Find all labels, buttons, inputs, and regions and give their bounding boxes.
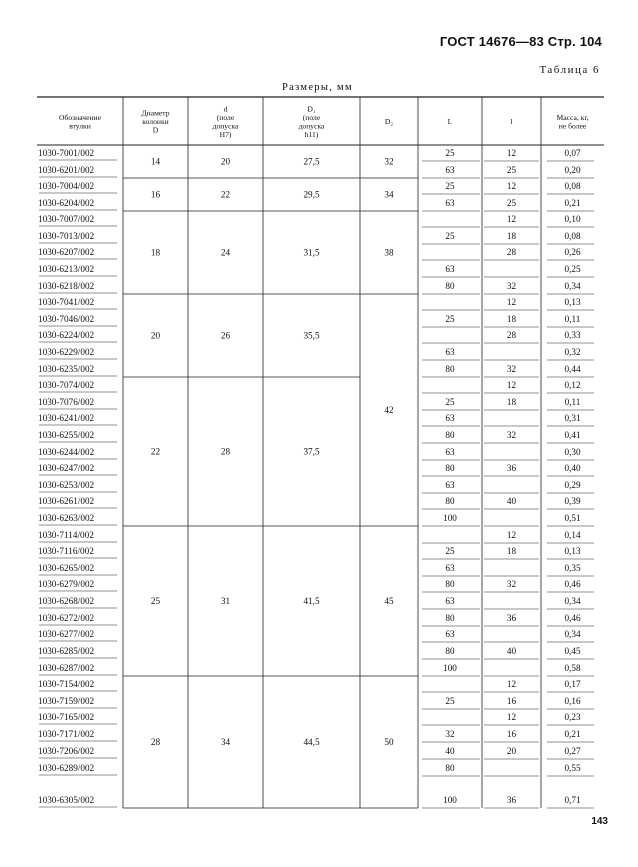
bushing-code: 1030-7114/002 — [38, 530, 94, 540]
mass-value: 0,07 — [564, 148, 581, 158]
length-l: 40 — [506, 496, 517, 506]
bushing-code: 1030-6235/002 — [38, 364, 95, 374]
length-l: 12 — [506, 181, 517, 191]
length-L: 40 — [445, 746, 455, 756]
length-l: 40 — [506, 646, 517, 656]
length-l: 12 — [506, 297, 517, 307]
mass-value: 0,20 — [564, 165, 581, 175]
diameter-D1: 27,5 — [303, 156, 320, 167]
length-l: 18 — [506, 546, 517, 556]
column-header-line: h11) — [304, 129, 319, 139]
mass-value: 0,41 — [564, 430, 581, 440]
bushing-code: 1030-6247/002 — [38, 463, 95, 473]
column-diameter-D: 20 — [150, 330, 161, 341]
diameter-d: 22 — [220, 189, 231, 200]
length-l: 18 — [506, 314, 517, 324]
diameter-D1: 29,5 — [303, 189, 320, 200]
column-header-line: D₁ — [307, 104, 316, 114]
page-reference: Стр. 104 — [547, 34, 602, 49]
length-L: 63 — [445, 480, 455, 490]
mass-value: 0,25 — [564, 264, 581, 274]
length-L: 63 — [445, 629, 455, 639]
mass-value: 0,45 — [564, 646, 581, 656]
length-l: 36 — [506, 613, 517, 623]
diameter-D1: 37,5 — [303, 446, 320, 457]
diameter-d: 20 — [220, 156, 231, 167]
mass-value: 0,51 — [564, 513, 581, 523]
column-header-line: D₂ — [384, 117, 394, 126]
mass-value: 0,29 — [564, 480, 581, 490]
mass-value: 0,34 — [564, 629, 581, 639]
bushing-code: 1030-7206/002 — [38, 746, 95, 756]
length-L: 80 — [445, 763, 455, 773]
diameter-D2: 42 — [384, 405, 394, 415]
diameter-D1: 35,5 — [303, 330, 320, 341]
length-L: 32 — [445, 729, 455, 739]
column-header-line: не более — [558, 121, 587, 131]
diameter-D1: 31,5 — [303, 247, 320, 258]
table-label: Таблица 6 — [539, 64, 600, 76]
length-l: 32 — [506, 281, 517, 291]
mass-value: 0,44 — [564, 364, 581, 374]
length-L: 63 — [445, 347, 455, 357]
length-l: 25 — [506, 165, 517, 175]
length-L: 80 — [445, 364, 455, 374]
length-L: 63 — [445, 596, 455, 606]
length-l: 12 — [506, 214, 517, 224]
mass-value: 0,71 — [564, 795, 581, 805]
length-l: 18 — [506, 397, 517, 407]
length-l: 12 — [506, 530, 517, 540]
length-l: 36 — [506, 463, 517, 473]
column-header-line: (поле — [302, 112, 321, 122]
length-l: 32 — [506, 364, 517, 374]
length-L: 80 — [445, 579, 455, 589]
column-header-line: d — [223, 104, 228, 114]
bushing-code: 1030-6201/002 — [38, 165, 95, 175]
length-L: 100 — [443, 795, 457, 805]
column-diameter-D: 28 — [150, 737, 161, 747]
bushing-code: 1030-6229/002 — [38, 347, 95, 357]
length-L: 100 — [443, 513, 457, 523]
bushing-code: 1030-6277/002 — [38, 629, 95, 639]
bushing-code: 1030-7154/002 — [38, 679, 95, 689]
diameter-D2: 38 — [384, 247, 394, 258]
length-L: 80 — [445, 646, 455, 656]
length-l: 12 — [506, 380, 517, 390]
length-l: 32 — [506, 430, 517, 440]
length-l: 16 — [506, 729, 517, 739]
length-L: 25 — [445, 546, 455, 556]
mass-value: 0,23 — [564, 712, 581, 722]
mass-value: 0,46 — [564, 613, 581, 623]
mass-value: 0,16 — [564, 696, 581, 706]
mass-value: 0,30 — [564, 447, 581, 457]
bushing-code: 1030-6224/002 — [38, 330, 95, 340]
length-l: 36 — [506, 795, 517, 805]
bushing-code: 1030-7004/002 — [38, 181, 95, 191]
bushing-code: 1030-6305/002 — [38, 795, 95, 805]
length-L: 63 — [445, 264, 455, 274]
length-l: 28 — [506, 247, 517, 257]
mass-value: 0,31 — [564, 413, 581, 423]
length-L: 63 — [445, 413, 455, 423]
length-l: 16 — [506, 696, 517, 706]
bushing-code: 1030-6272/002 — [38, 613, 95, 623]
length-L: 25 — [445, 314, 455, 324]
length-l: 12 — [506, 679, 517, 689]
column-header-line: l — [510, 117, 513, 126]
units-label: Размеры, мм — [282, 82, 353, 93]
diameter-d: 24 — [220, 247, 231, 258]
bushing-code: 1030-6207/002 — [38, 247, 95, 257]
bushing-code: 1030-6263/002 — [38, 513, 95, 523]
length-l: 28 — [506, 330, 517, 340]
length-L: 25 — [445, 231, 455, 241]
bushing-code: 1030-7001/002 — [38, 148, 95, 158]
column-header-line: допуска — [212, 121, 239, 131]
column-diameter-D: 16 — [150, 189, 161, 200]
bushing-code: 1030-6265/002 — [38, 563, 95, 573]
length-L: 25 — [445, 397, 455, 407]
diameter-D2: 50 — [384, 737, 394, 747]
length-l: 18 — [506, 231, 517, 241]
bushing-code: 1030-7171/002 — [38, 729, 95, 739]
mass-value: 0,08 — [564, 181, 581, 191]
mass-value: 0,17 — [564, 679, 581, 689]
page-number: 143 — [591, 816, 608, 827]
diameter-D1: 44,5 — [303, 737, 320, 747]
bushing-code: 1030-7041/002 — [38, 297, 95, 307]
bushing-code: 1030-6289/002 — [38, 763, 95, 773]
diameter-D1: 41,5 — [303, 596, 320, 606]
column-header-line: допуска — [298, 121, 325, 131]
column-diameter-D: 25 — [150, 596, 161, 606]
bushing-code: 1030-6218/002 — [38, 281, 95, 291]
mass-value: 0,14 — [564, 530, 581, 540]
length-L: 100 — [443, 663, 457, 673]
column-header-line: (поле — [216, 112, 235, 122]
mass-value: 0,11 — [564, 314, 581, 324]
bushing-code: 1030-6244/002 — [38, 447, 95, 457]
bushing-code: 1030-6255/002 — [38, 430, 95, 440]
length-L: 63 — [445, 563, 455, 573]
column-header-line: колонки — [142, 117, 169, 126]
bushing-code: 1030-6253/002 — [38, 480, 95, 490]
mass-value: 0,32 — [564, 347, 581, 357]
diameter-D2: 32 — [384, 156, 394, 167]
bushing-code: 1030-6268/002 — [38, 596, 95, 606]
diameter-d: 28 — [220, 446, 231, 457]
bushing-code: 1030-7116/002 — [38, 546, 94, 556]
length-L: 63 — [445, 447, 455, 457]
length-L: 80 — [445, 496, 455, 506]
bushing-code: 1030-6241/002 — [38, 413, 95, 423]
column-diameter-D: 22 — [150, 446, 161, 457]
mass-value: 0,26 — [564, 247, 581, 257]
mass-value: 0,55 — [564, 763, 581, 773]
bushing-code: 1030-7074/002 — [38, 380, 95, 390]
diameter-d: 34 — [220, 737, 231, 747]
bushing-code: 1030-7046/002 — [38, 314, 95, 324]
bushing-code: 1030-6261/002 — [38, 496, 95, 506]
mass-value: 0,21 — [564, 729, 581, 739]
length-l: 12 — [506, 148, 517, 158]
mass-value: 0,11 — [564, 397, 581, 407]
standard-code: ГОСТ 14676—83 — [439, 34, 544, 49]
bushing-code: 1030-6204/002 — [38, 198, 95, 208]
bushing-code: 1030-6213/002 — [38, 264, 95, 274]
mass-value: 0,34 — [564, 281, 581, 291]
column-header-line: L — [447, 117, 453, 126]
length-L: 80 — [445, 281, 455, 291]
mass-value: 0,13 — [564, 297, 581, 307]
bushing-code: 1030-7076/002 — [38, 397, 95, 407]
bushing-code: 1030-6287/002 — [38, 663, 95, 673]
mass-value: 0,27 — [564, 746, 581, 756]
column-header-line: Диаметр — [141, 108, 170, 118]
mass-value: 0,34 — [564, 596, 581, 606]
length-l: 20 — [506, 746, 517, 756]
length-L: 63 — [445, 198, 455, 208]
column-header-line: D — [152, 125, 159, 135]
mass-value: 0,35 — [564, 563, 581, 573]
mass-value: 0,13 — [564, 546, 581, 556]
bushing-code: 1030-7007/002 — [38, 214, 95, 224]
column-header-line: H7) — [219, 129, 232, 139]
mass-value: 0,46 — [564, 579, 581, 589]
length-L: 25 — [445, 696, 455, 706]
mass-value: 0,33 — [564, 330, 581, 340]
length-L: 63 — [445, 165, 455, 175]
bushing-code: 1030-7013/002 — [38, 231, 95, 241]
length-L: 25 — [445, 148, 455, 158]
mass-value: 0,12 — [564, 380, 581, 390]
mass-value: 0,40 — [564, 463, 581, 473]
column-header-line: Обозначение — [59, 112, 101, 122]
diameter-D2: 45 — [384, 596, 394, 606]
length-L: 80 — [445, 463, 455, 473]
length-L: 25 — [445, 181, 455, 191]
mass-value: 0,39 — [564, 496, 581, 506]
column-diameter-D: 18 — [150, 247, 161, 258]
bushing-code: 1030-7165/002 — [38, 712, 95, 722]
diameter-d: 26 — [220, 330, 231, 341]
column-header-line: Масса, кг, — [556, 112, 589, 122]
column-diameter-D: 14 — [150, 156, 161, 167]
bushing-code: 1030-6285/002 — [38, 646, 95, 656]
bushing-code: 1030-7159/002 — [38, 696, 95, 706]
length-l: 32 — [506, 579, 517, 589]
diameter-d: 31 — [220, 596, 231, 606]
length-L: 80 — [445, 613, 455, 623]
length-L: 80 — [445, 430, 455, 440]
mass-value: 0,10 — [564, 214, 581, 224]
length-l: 25 — [506, 198, 517, 208]
diameter-D2: 34 — [384, 189, 394, 200]
column-header-line: втулки — [69, 121, 91, 131]
bushing-code: 1030-6279/002 — [38, 579, 95, 589]
length-l: 12 — [506, 712, 517, 722]
mass-value: 0,21 — [564, 198, 581, 208]
mass-value: 0,08 — [564, 231, 581, 241]
mass-value: 0,58 — [564, 663, 581, 673]
